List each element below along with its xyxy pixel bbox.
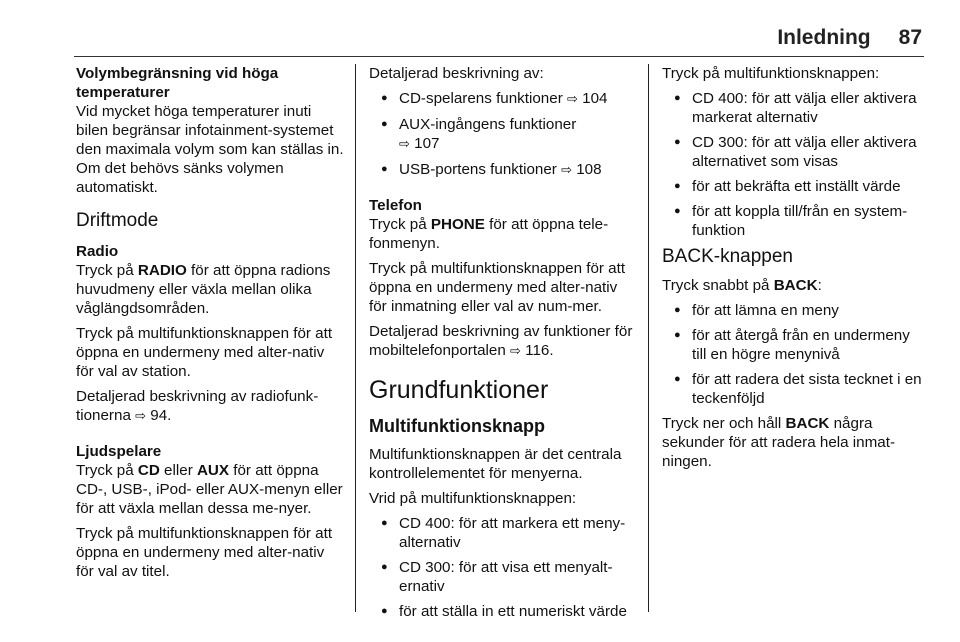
list-item: ● för att radera det sista tecknet i en teckenföljd <box>662 370 928 408</box>
list-item: ● för att ställa in ett numeriskt värde <box>369 602 635 621</box>
chapter-title: Inledning <box>777 26 871 49</box>
column-3 <box>662 64 928 477</box>
header-rule <box>74 56 924 57</box>
list-item: ● USB-portens funktioner ⇨ 108 <box>369 160 635 180</box>
page-number: 87 <box>898 26 922 49</box>
back-list <box>662 301 928 408</box>
page-reference-arrow-icon: ⇨ <box>567 92 578 107</box>
paragraph: Tryck på multifunktionsknappen för att öppna en undermeny med alter-nativ för val av station. <box>76 325 333 380</box>
list-item: ● för att koppla till/från en system-funktion <box>662 202 928 240</box>
paragraph: Detaljerad beskrivning av radiofunk-tionerna ⇨ 94. <box>76 388 319 424</box>
paragraph: Tryck på RADIO för att öppna radions huvudmeny eller växla mellan olika våglängdsområden. <box>76 262 331 317</box>
paragraph: Detaljerad beskrivning av: <box>369 65 544 82</box>
list-item: ● för att lämna en meny <box>662 301 928 320</box>
page-reference-arrow-icon: ⇨ <box>135 409 147 424</box>
press-list <box>662 89 928 240</box>
paragraph: Tryck ner och håll BACK några sekunder för att radera hela inmat-ningen. <box>662 415 895 470</box>
paragraph: Vrid på multifunktionsknappen: <box>369 490 577 507</box>
list-item: ● CD 300: för att visa ett menyalt-ernativ <box>369 558 635 596</box>
list-item: ● för att återgå från en undermeny till en högre menynivå <box>662 326 928 364</box>
phone-button-label: PHONE <box>430 216 485 233</box>
back-button-label: BACK <box>785 415 830 432</box>
page-reference-arrow-icon: ⇨ <box>510 344 521 359</box>
chapter-heading-grundfunktioner: Grundfunktioner <box>369 376 549 404</box>
column-divider <box>648 64 649 612</box>
subheading-volume-limit: Volymbegränsning vid höga temperaturer <box>76 65 279 101</box>
subheading-ljudspelare: Ljudspelare <box>76 443 162 460</box>
reference-list <box>369 89 635 180</box>
paragraph: Multifunktionsknappen är det centrala kontrollelementet för menyerna. <box>369 446 622 482</box>
paragraph: Tryck på multifunktionsknappen för att öppna en undermeny med alter-nativ för val av titel. <box>76 525 333 580</box>
column-divider <box>355 64 356 612</box>
paragraph: Tryck snabbt på BACK: <box>662 277 822 294</box>
paragraph: Vid mycket höga temperaturer inuti bilen begränsar infotainment-systemet den maximala volym som kan ställas in. Om det behövs sänks volymen automatiskt. <box>76 103 344 196</box>
column-2 <box>369 64 635 627</box>
back-button-label: BACK <box>773 277 818 294</box>
page-header <box>777 26 922 56</box>
list-item: ● CD 300: för att välja eller aktivera alternativet som visas <box>662 133 928 171</box>
subheading-radio: Radio <box>76 243 119 260</box>
paragraph: Detaljerad beskrivning av funktioner för mobiltelefonportalen ⇨ 116. <box>369 323 633 359</box>
subheading-telefon: Telefon <box>369 197 422 214</box>
list-item: ● CD 400: för att välja eller aktivera markerat alternativ <box>662 89 928 127</box>
section-heading-multifunktionsknapp: Multifunktionsknapp <box>369 416 545 436</box>
radio-button-label: RADIO <box>137 262 187 279</box>
list-item: ● CD 400: för att markera ett meny-alternativ <box>369 514 635 552</box>
rotate-list <box>369 514 635 621</box>
page-ref: 94. <box>146 407 172 424</box>
page-reference-arrow-icon: ⇨ <box>561 163 573 178</box>
paragraph: Tryck på PHONE för att öppna tele-fonmenyn. <box>369 216 609 252</box>
section-heading-driftmode: Driftmode <box>76 210 159 231</box>
paragraph: Tryck på CD eller AUX för att öppna CD-, USB-, iPod- eller AUX-menyn eller för att växla mellan dessa me-nyer. <box>76 462 343 517</box>
section-heading-back-knappen: BACK-knappen <box>662 246 793 267</box>
cd-button-label: CD <box>137 462 160 479</box>
page-reference-arrow-icon: ⇨ <box>399 137 410 152</box>
paragraph: Tryck på multifunktionsknappen för att öppna en undermeny med alter-nativ för inmatning eller val av num-mer. <box>369 260 626 315</box>
list-item: ● för att bekräfta ett inställt värde <box>662 177 928 196</box>
aux-button-label: AUX <box>196 462 230 479</box>
list-item: ● AUX-ingångens funktioner ⇨ 107 <box>369 115 635 154</box>
list-item: ● CD-spelarens funktioner ⇨ 104 <box>369 89 635 109</box>
paragraph: Tryck på multifunktionsknappen: <box>662 65 880 82</box>
column-1 <box>76 64 346 587</box>
